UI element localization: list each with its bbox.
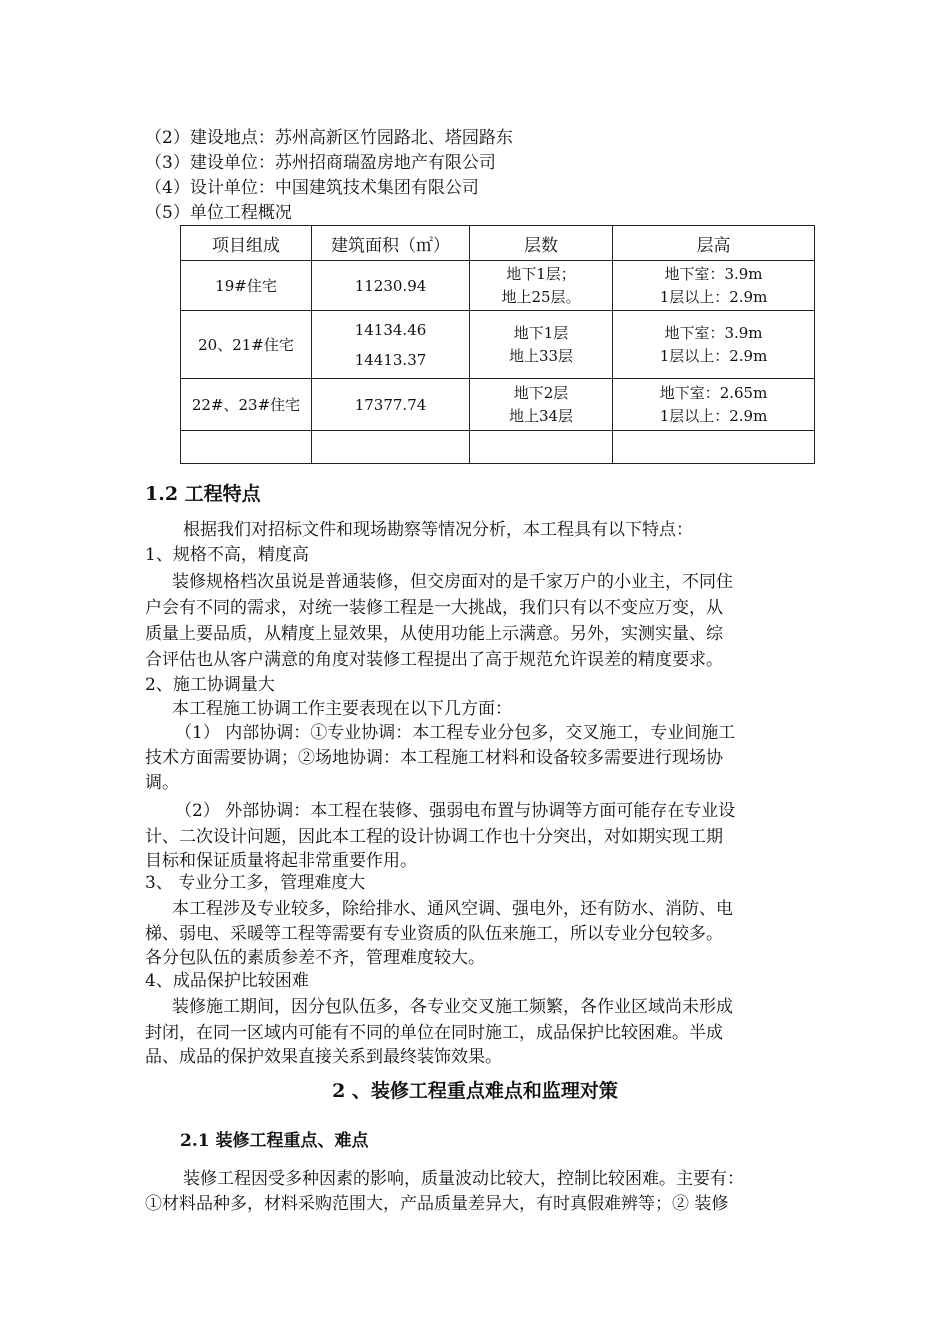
table-row [181, 311, 815, 379]
header-cell: 项目组成 [181, 226, 312, 261]
paragraph-line: 装修工程因受多种因素的影响，质量波动比较大，控制比较困难。主要有： [183, 1169, 744, 1189]
area-cell: 17377.74 [312, 379, 470, 431]
table-row [181, 379, 815, 431]
upper-height: 1层以上：2.9m [659, 406, 768, 425]
area-cell [312, 311, 470, 379]
height-cell [613, 379, 815, 431]
item-title: 1、规格不高，精度高 [145, 545, 309, 565]
area-value: 14413.37 [354, 350, 427, 369]
subsection-heading: 2.1 装修工程重点、难点 [180, 1131, 369, 1151]
table-header-row [181, 226, 815, 261]
area-cell: 11230.94 [312, 261, 470, 311]
paragraph-line: 户会有不同的需求，对统一装修工程是一大挑战，我们只有以不变应万变，从 [145, 598, 723, 618]
unit-name-cell: 19#住宅 [181, 261, 312, 311]
paragraph-line: 本工程涉及专业较多，除给排水、通风空调、强电外，还有防水、消防、电 [172, 899, 733, 919]
basement-height: 地下室：3.9m [664, 264, 763, 283]
floors-above: 地上34层 [508, 406, 574, 425]
item-title: 4、成品保护比较困难 [145, 971, 309, 991]
paragraph-line: 质量上要品质，从精度上显效果，从使用功能上示满意。另外，实测实量、综 [145, 624, 723, 644]
upper-height: 1层以上：2.9m [659, 346, 768, 365]
header-cell: 建筑面积（㎡） [312, 226, 470, 261]
upper-height: 1层以上：2.9m [659, 287, 768, 306]
height-cell [613, 311, 815, 379]
paragraph-line: 梯、弱电、采暖等工程等需要有专业资质的队伍来施工，所以专业分包较多。 [145, 924, 723, 944]
unit-overview-table [180, 225, 815, 464]
paragraph-line: 装修规格档次虽说是普通装修，但交房面对的是千家万户的小业主，不同住 [172, 572, 733, 592]
basement-height: 地下室：3.9m [664, 323, 763, 342]
paragraph-line: ①材料品种多，材料采购范围大，产品质量差异大，有时真假难辨等；② 装修 [145, 1194, 729, 1214]
overview-label: （5）单位工程概况 [145, 203, 292, 223]
floors-above: 地上33层 [508, 346, 574, 365]
paragraph-line: 目标和保证质量将起非常重要作用。 [145, 851, 417, 871]
paragraph-line: 合评估也从客户满意的角度对装修工程提出了高于规范允许误差的精度要求。 [145, 650, 723, 670]
floors-above: 地上25层。 [501, 287, 581, 306]
paragraph-line: 本工程施工协调工作主要表现在以下几方面： [172, 699, 512, 719]
floors-below: 地下2层 [513, 383, 569, 402]
paragraph-line: （2） 外部协调：本工程在装修、强弱电布置与协调等方面可能存在专业设 [175, 801, 736, 821]
area-value: 14134.46 [354, 320, 427, 339]
basement-height: 地下室：2.65m [659, 383, 768, 402]
project-designer: （4）设计单位：中国建筑技术集团有限公司 [145, 178, 479, 198]
paragraph-line: 计、二次设计问题，因此本工程的设计协调工作也十分突出，对如期实现工期 [145, 827, 723, 847]
floors-below: 地下1层 [513, 323, 569, 342]
paragraph-line: 调。 [145, 773, 179, 793]
header-cell: 层高 [613, 226, 815, 261]
unit-name-cell: 22#、23#住宅 [181, 379, 312, 431]
paragraph-line: 封闭，在同一区域内可能有不同的单位在同时施工，成品保护比较困难。半成 [145, 1023, 723, 1043]
table-row [181, 261, 815, 311]
floors-below: 地下1层； [506, 264, 576, 283]
empty-table-row [181, 431, 815, 464]
paragraph-line: 技术方面需要协调；②场地协调：本工程施工材料和设备较多需要进行现场协 [145, 748, 723, 768]
section-heading: 1.2 工程特点 [145, 483, 261, 505]
chapter-heading: 2 、装修工程重点难点和监理对策 [332, 1080, 618, 1102]
header-cell: 层数 [470, 226, 613, 261]
paragraph-line: 各分包队伍的素质参差不齐，管理难度较大。 [145, 948, 485, 968]
height-cell [613, 261, 815, 311]
project-location: （2）建设地点：苏州高新区竹园路北、塔园路东 [145, 128, 513, 148]
floors-cell [470, 311, 613, 379]
item-title: 3、 专业分工多，管理难度大 [145, 873, 366, 893]
item-title: 2、施工协调量大 [145, 675, 275, 695]
unit-name-cell: 20、21#住宅 [181, 311, 312, 379]
project-owner: （3）建设单位：苏州招商瑞盈房地产有限公司 [145, 153, 496, 173]
paragraph-line: （1） 内部协调：①专业协调：本工程专业分包多，交叉施工，专业间施工 [175, 723, 736, 743]
paragraph-line: 装修施工期间，因分包队伍多，各专业交叉施工频繁，各作业区域尚未形成 [172, 997, 733, 1017]
paragraph-line: 根据我们对招标文件和现场勘察等情况分析，本工程具有以下特点： [183, 520, 693, 540]
floors-cell [470, 379, 613, 431]
paragraph-line: 品、成品的保护效果直接关系到最终装饰效果。 [145, 1047, 502, 1067]
floors-cell [470, 261, 613, 311]
